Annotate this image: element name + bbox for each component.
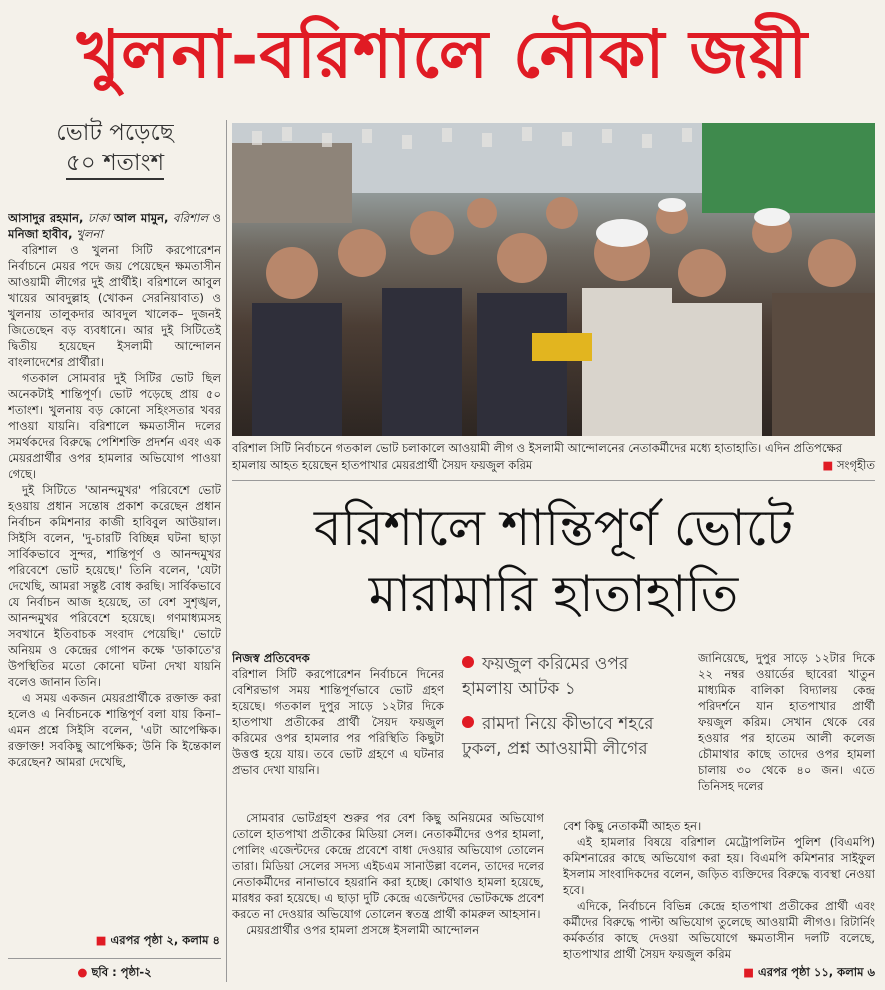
photo-credit: ■ সংগৃহীত — [822, 458, 875, 472]
story-paragraph: মেয়রপ্রার্থীর ওপর হামলা প্রসঙ্গে ইসলামী আন্দোলন — [246, 923, 480, 937]
second-headline-line1: বরিশালে শান্তিপূর্ণ ভোটে — [313, 499, 794, 557]
story-paragraph: বেশ কিছু নেতাকর্মী আহত হন। — [563, 819, 702, 833]
left-subheadline — [10, 118, 220, 180]
left-paragraph: দুই সিটিতে 'আনন্দমুখর' পরিবেশে ভোট হওয়ায় প্রধান সন্তোষ প্রকাশ করেছেন প্রধান নির্বাচন কমিশনার কাজী হাবিবুল আউয়াল। সিইসি বলেন, 'দু-চারটি বিচ্ছিন্ন ঘটনা ছাড়া সার্বিকভাবে সুন্দর, শান্তিপূর্ণ ও আনন্দমুখর পরিবেশে ভোট হয়েছে।' তিনি বলেন, 'যেটা দেখেছি, আমরা সন্তুষ্ট বোধ করছি। সার্বিকভাবে যে নির্বাচন আজ হয়েছে, তা বেশ সুশৃঙ্খল, আনন্দমুখর পরিবেশে হয়েছে। গণমাধ্যমসহ সবখানে ইতিবাচক সংবাদ পেয়েছি।' ভোটে অনিয়ম ও কেন্দ্রের গোপন কক্ষে 'ডাকাতে'র উপস্থিতির মতো কোনো ঘটনা দেখা যায়নি বলেও জানান তিনি। — [8, 483, 221, 689]
left-jump-line: ■ এরপর পৃষ্ঠা ২, কলাম ৪ — [95, 933, 220, 947]
left-paragraph: এ সময় একজন মেয়রপ্রার্থীকে রক্তাক্ত করা হলেও এ নির্বাচনকে শান্তিপূর্ণ বলা যায় কিনা– এমন প্রশ্নে সিইসি বলেন, 'এটা আপেক্ষিক। রক্তাক্ত! সবকিছু আপেক্ষিক; উনি কি ইন্তেকাল করেছেন? আমরা দেখেছি, — [8, 691, 221, 769]
crowd-scuffle-illustration — [232, 123, 875, 436]
story-paragraph: সোমবার ভোটগ্রহণ শুরুর পর বেশ কিছু অনিয়মের অভিযোগ তোলে হাতপাখা প্রতীকের মিডিয়া সেল। নেতাকর্মীদের ওপর হামলা, পোলিং এজেন্টদের কেন্দ্রে প্রবেশে বাধা দেওয়ার অভিযোগ তোলেন তারা। মিডিয়া সেলের সদস্য এইচএম সানাউল্লা বলেন, তাদের দলের নেতাকর্মীদের নানাভাবে হয়রানি করা হচ্ছে। কোথাও হামলা হয়েছে, মারধর করা হয়েছে। এ ছাড়া দুটি কেন্দ্রে এজেন্টদের ভোটকক্ষে প্রবেশ করতে না দেওয়ার অভিযোগ তোলেন স্বতন্ত্র প্রার্থী কামরুল আহসান। — [232, 811, 544, 921]
left-divider — [8, 958, 221, 959]
main-headline: খুলনা-বরিশালে নৌকা জয়ী — [76, 15, 809, 93]
picture-reference: ● ছবি : পৃষ্ঠা-২ — [77, 965, 152, 979]
left-paragraph: বরিশাল ও খুলনা সিটি করপোরেশন নির্বাচনে মেয়র পদে জয় পেয়েছেন ক্ষমতাসীন আওয়ামী লীগের দুই প্রার্থীই। বরিশালে আবুল খায়ের আবদুল্লাহ (খোকন সেরনিয়াবাত) ও খুলনায় তালুকদার আবদুল খালেক– দুজনই জিতেছেন বড় ব্যবধানে। আর দুই সিটিতেই দ্বিতীয় হয়েছেন ইসলামী আন্দোলন বাংলাদেশের প্রার্থীরা। — [8, 243, 221, 369]
red-dot-icon — [462, 656, 474, 668]
photo-caption: বরিশাল সিটি নির্বাচনে গতকাল ভোট চলাকালে আওয়ামী লীগ ও ইসলামী আন্দোলনের নেতাকর্মীদের মধ্যে হাতাহাতি। এদিন প্রতিপক্ষের হামলায় আহত হয়েছেন হাতপাখার মেয়রপ্রার্থী সৈয়দ ফয়জুল করিম ■ সংগৃহীত — [232, 441, 875, 472]
left-column-story — [8, 210, 221, 950]
story-bullets — [462, 652, 684, 762]
left-subheadline-line2: ৫০ শতাংশ — [66, 148, 164, 180]
story-lower-right — [563, 818, 875, 966]
story-byline: নিজস্ব প্রতিবেদক — [232, 651, 310, 665]
story-lower-left — [232, 810, 544, 962]
story-column-1 — [232, 650, 444, 810]
red-dot-icon — [462, 716, 474, 728]
second-headline — [232, 495, 875, 627]
second-headline-line2: মারামারি হাতাহাতি — [368, 565, 739, 623]
credit-dot-icon: ■ — [822, 458, 834, 472]
red-dot-icon: ● — [77, 965, 88, 979]
column-divider — [226, 120, 227, 982]
story-paragraph: এদিকে, নির্বাচনে বিভিন্ন কেন্দ্রে হাতপাখা প্রতীকের প্রার্থী এবং কর্মীদের বিরুদ্ধে পাল্টা অভিযোগ তুলেছে আওয়ামী লীগও। রিটার্নিং কর্মকর্তার কাছে দেওয়া অভিযোগে ক্ষমতাসীন দলটি বলেছে, হাতপাখার প্রার্থী সৈয়দ ফয়জুল করিম — [563, 899, 875, 961]
red-bullet-icon: ■ — [743, 965, 755, 979]
caption-divider — [232, 480, 875, 481]
news-photo — [232, 123, 875, 436]
bullet-item: রামদা নিয়ে কীভাবে শহরে ঢুকল, প্রশ্ন আওয়ামী লীগের — [462, 714, 654, 759]
red-bullet-icon: ■ — [95, 933, 107, 947]
left-paragraph: গতকাল সোমবার দুই সিটির ভোট ছিল অনেকটাই শান্তিপূর্ণ। ভোট পড়েছে প্রায় ৫০ শতাংশ। খুলনায় বড় কোনো সহিংসতার খবর পাওয়া যায়নি। বরিশালে ক্ষমতাসীন দলের সমর্থকদের বিরুদ্ধে পেশিশক্তি প্রদর্শন এবং এক মেয়রপ্রার্থীর ওপর হামলার অভিযোগ পাওয়া গেছে। — [8, 371, 221, 481]
story-jump-line: ■ এরপর পৃষ্ঠা ১১, কলাম ৬ — [743, 965, 875, 979]
bullet-item: ফয়জুল করিমের ওপর হামলায় আটক ১ — [462, 654, 629, 699]
story-column-3 — [698, 650, 875, 815]
left-byline: আসাদুর রহমান, ঢাকা আল মামুন, বরিশাল ও মনিজা হাবীব, খুলনা — [8, 211, 221, 241]
story-paragraph: বরিশাল সিটি করপোরেশন নির্বাচনে দিনের বেশিরভাগ সময় শান্তিপূর্ণভাবে ভোট গ্রহণ হয়েছে। গতকাল দুপুর সাড়ে ১২টার দিকে হাতপাখা প্রতীকের প্রার্থী সৈয়দ ফয়জুল করিমের ওপর হামলার পর পরিস্থিতি কিছুটা উত্তপ্ত হয়ে যায়। তবে ভোট গ্রহণে এ ঘটনার প্রভাব দেখা যায়নি। — [232, 667, 444, 777]
left-subheadline-line1: ভোট পড়েছে — [56, 120, 174, 146]
story-paragraph: জানিয়েছে, দুপুর সাড়ে ১২টার দিকে ২২ নম্বর ওয়ার্ডের ছাবেরা খাতুন মাধ্যমিক বালিকা বিদ্যালয় কেন্দ্র পরিদর্শনে যান হাতপাখার প্রার্থী ফয়জুল করিম। সেখান থেকে বের হওয়ার পর হাতেম আলী কলেজ চৌমাথার কাছে তাদের ওপর হামলা চালায় ৩০ থেকে ৪০ জন। এতে তিনিসহ দলের — [698, 651, 875, 793]
story-paragraph: এই হামলার বিষয়ে বরিশাল মেট্রোপলিটন পুলিশ (বিএমপি) কমিশনারের কাছে অভিযোগ করা হয়। বিএমপি কমিশনার সাইফুল ইসলাম সাংবাদিকদের বলেন, জড়িত ব্যক্তিদের বিরুদ্ধে ব্যবস্থা নেওয়া হবে। — [563, 835, 875, 897]
